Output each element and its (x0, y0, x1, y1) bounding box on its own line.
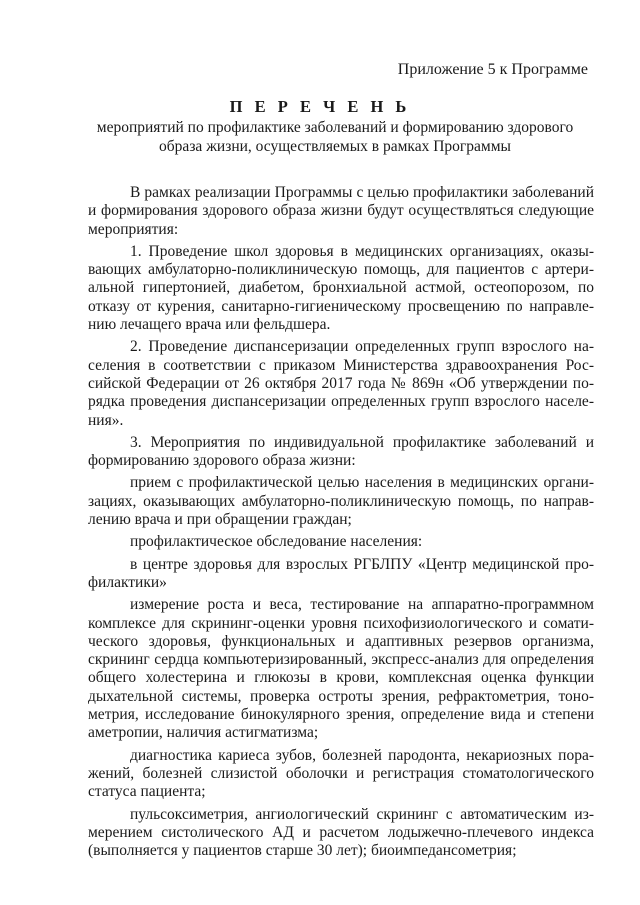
measurements-paragraph: измерение роста и веса, тестирование на аппаратно-программном комплексе для скрининг-оценки уровня психофизиологического и соматического здоровья, функциональных и адаптивных резервов организма, скрининг сердца компьютеризированный, экспресс-анализ для определения общего холестерина и глюкозы в крови, комплексная оценка функции дыхательной системы, проверка остроты зрения, рефрактометрия, тонометрия, исследование бинокулярного зрения, определение вида и степени аметропии, наличия астигматизма; (88, 596, 594, 742)
examination-paragraph: профилактическое обследование населения: (130, 533, 423, 551)
item-2-paragraph: 2. Проведение диспансеризации определенных групп взрослого населения в соответствии с приказом Министерства здравоохранения Российской Федерации от 26 октября 2017 года № 869н «Об утверждении порядка проведения диспансеризации определенных групп взрослого населения». (88, 338, 594, 429)
appendix-label: Приложение 5 к Программе (397, 61, 588, 78)
document-subtitle: мероприятий по профилактике заболеваний и формированию здорового образа жизни, осуществляемых в рамках Программы (96, 119, 574, 155)
pulse-oximetry-paragraph: пульсоксиметрия, ангиологический скрининг с автоматическим измерением систолического АД и расчетом лодыжечно-плечевого индекса (выполняется у пациентов старше 30 лет); биоимпедансометрия; (88, 805, 594, 860)
document-body (88, 184, 594, 860)
reception-paragraph: прием с профилактической целью населения в медицинских организациях, оказывающих амбулаторно-поликлиническую помощь, по направлению врача и при обращении граждан; (88, 474, 594, 529)
item-1-paragraph: 1. Проведение школ здоровья в медицинских организациях, оказывающих амбулаторно-поликлиническую помощь, для пациентов с артериальной гипертонией, диабетом, бронхиальной астмой, остеопорозом, по отказу от курения, санитарно-гигиеническому просвещению по направлению лечащего врача или фельдшера. (88, 242, 594, 334)
health-center-paragraph: в центре здоровья для взрослых РГБЛПУ «Центр медицинской профилактики» (88, 555, 594, 591)
document-title: П Е Р Е Ч Е Н Ь (229, 97, 411, 116)
item-3-paragraph: 3. Мероприятия по индивидуальной профилактике заболеваний и формированию здорового образа жизни: (88, 433, 594, 470)
dental-paragraph: диагностика кариеса зубов, болезней пародонта, некариозных поражений, болезней слизистой оболочки и регистрация стоматологического статуса пациента; (88, 746, 594, 801)
intro-paragraph: В рамках реализации Программы с целью профилактики заболеваний и формирования здорового образа жизни будут осуществляться следующие мероприятия: (88, 184, 594, 238)
